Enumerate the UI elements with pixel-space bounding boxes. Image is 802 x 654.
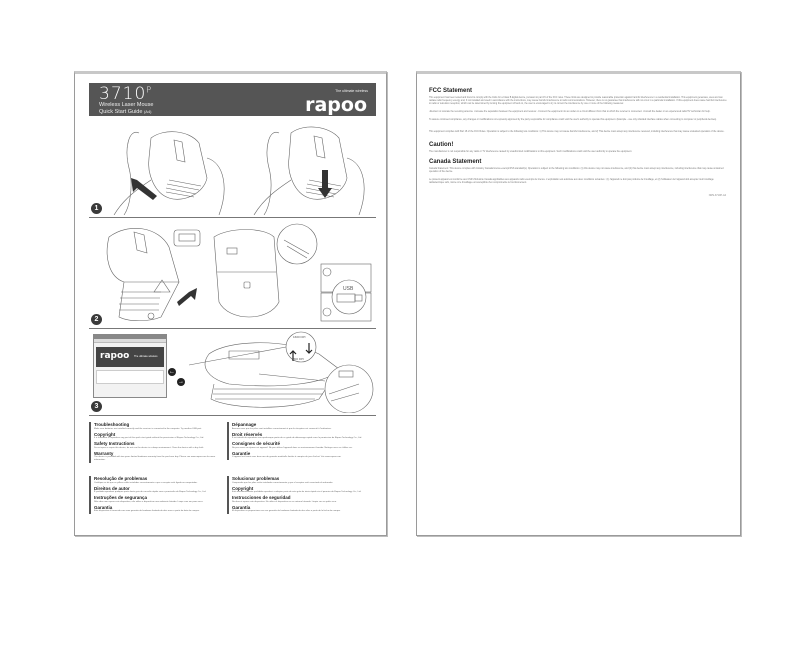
canada-paragraph: Canada Statement: This device complies with Industry Canada licence-exempt RSS standard(s). Operation is subject to the following two conditions: (1) this device may not cause interference, and (2) this device must accept any interference, including interference that may cause undesired operation of the device. xyxy=(429,168,724,174)
guide-label: Quick Start Guide xyxy=(99,108,143,115)
battery-and-usb-receiver-illustration xyxy=(99,222,374,324)
section-heading: Solucionar problemas xyxy=(232,476,280,481)
fcc-paragraph: -Reorient or relocate the receiving antenna. -Increase the separation between the equipment and receiver. -Connect the equipment into an outlet on a circuit different from that to which the receiver is connected. -Consult the dealer or an experienced radio/TV technician for help. xyxy=(429,111,711,113)
section-heading: Instruções de segurança xyxy=(94,495,148,500)
arrow-left-icon: ← xyxy=(169,369,175,375)
brand-tagline: The ultimate wireless xyxy=(335,89,368,93)
section-heading: Dépannage xyxy=(232,422,257,427)
info-column-right xyxy=(227,422,365,460)
section-body: Ne pas ouvrir ou réparer cet appareil. Ne pas utiliser l'appareil dans un environnement humide. Nettoyer avec un chiffon sec. xyxy=(232,446,353,449)
section-heading: Copyright xyxy=(94,431,116,437)
document-code: NRS-3710P-A4 xyxy=(708,194,726,197)
caution-paragraph: The manufacturer is not responsible for any radio or TV interference caused by unauthorized modifications to this equipment. Such modifications could void the user authority to operate the equipment. xyxy=(429,151,632,153)
fcc-paragraph: This equipment complies with Part 15 of the FCC Rules. Operation is subject to the following two conditions: 1) This device may not cause harmful interference, and 2) This device must accept any interference received, including interference that may cause undesired operation of the device. xyxy=(429,131,725,133)
section-heading: Resolução de problemas xyxy=(94,476,148,481)
window-toolbar xyxy=(94,339,166,343)
software-brand: rapoo xyxy=(100,351,130,361)
section-heading: Garantia xyxy=(94,504,113,510)
info-column-left-portuguese xyxy=(89,476,227,514)
guide-line xyxy=(99,109,153,116)
info-column-left xyxy=(89,422,227,463)
product-subtitle xyxy=(99,102,153,115)
fcc-heading: FCC Statement xyxy=(429,88,473,94)
section-body: L'appareil est fourni avec deux ans de garantie matérielle limitée à compter du jour d'achat. Voir www.rapoo.com. xyxy=(232,456,342,458)
section-body: Não abra nem repare este dispositivo, não utilize o dispositivo num ambiente húmido. Limpe com um pano seco. xyxy=(94,500,204,503)
model-number-text: 3710 xyxy=(99,84,147,104)
usb-label: USB xyxy=(343,286,354,292)
fcc-paragraph: To assure continued compliance, any changes or modifications not expressly approved by the party responsible for compliance could void the user's authority to operate this equipment. (Example - use only shielded interface cables when connecting to computer or peripheral devices). xyxy=(429,119,717,121)
hand-opening-battery-cover-illustration xyxy=(109,118,369,215)
canada-heading: Canada Statement xyxy=(429,159,482,165)
model-number xyxy=(99,84,152,104)
step-3-section xyxy=(89,329,376,416)
section-heading: Warranty xyxy=(94,450,114,456)
step-1-section xyxy=(89,118,376,218)
section-heading: Copyright xyxy=(232,485,254,491)
dpi-high-label: 1600 DPI xyxy=(293,335,306,339)
section-body: Assurez-vous que les piles sont installées correctement et que le récepteur est connecté à l'ordinateur. xyxy=(232,427,332,430)
section-body: Do not open or repair this device, do not use the device in a damp environment. Clean the device with a dry cloth. xyxy=(94,446,204,449)
arrow-icon xyxy=(177,288,197,306)
model-suffix: P xyxy=(146,85,153,95)
software-banner xyxy=(96,347,164,367)
step-number-badge: 1 xyxy=(91,203,102,214)
section-body: No abra ni repare este dispositivo. No utilice el dispositivo en un entorno húmedo. Limpie con un paño seco. xyxy=(232,500,337,503)
section-body: Il est interdit de reproduire une quelconque partie de ce guide de démarrage rapide sans la permission de Rapoo Technology Co., Ltd. xyxy=(232,437,362,439)
section-body: Este dispositivo é fornecido com uma garantia de hardware limitada de dois anos a partir da data de compra. xyxy=(94,510,200,512)
software-window-screenshot xyxy=(93,334,167,398)
header-banner xyxy=(89,83,376,116)
section-body: É proibido reproduzir qualquer parte deste guia de consulta rápida sem a permissão da Rapoo Technology Co., Ltd. xyxy=(94,491,207,493)
section-heading: Safety Instructions xyxy=(94,441,135,446)
section-heading: Consignes de sécurité xyxy=(232,441,281,446)
paper-size: (A4) xyxy=(143,108,152,114)
product-name: Wireless Laser Mouse xyxy=(99,102,154,108)
software-buttons xyxy=(96,370,164,384)
dpi-switch-illustration xyxy=(189,329,379,413)
section-body: It is forbidden to reproduce any part of this quick start guide without the permission of Rapoo Technology Co., Ltd. xyxy=(94,437,204,439)
step-number-badge: 3 xyxy=(91,401,102,412)
arrow-right-icon: → xyxy=(178,379,184,385)
quick-start-guide-page xyxy=(74,71,387,536)
section-body: The device is provided with two years limited hardware warranty from the purchase day. Please see www.rapoo.com for more information. xyxy=(94,456,216,461)
regulatory-statement-page xyxy=(416,71,741,536)
section-heading: Troubleshooting xyxy=(94,422,130,427)
section-heading: Instrucciones de seguridad xyxy=(232,495,291,500)
section-body: El dispositivo se proporciona con una garantía de hardware limitada de dos años a partir de la fecha de compra. xyxy=(232,510,341,512)
canada-paragraph: Le présent appareil est conforme aux CNR d'Industrie Canada applicables aux appareils radio exempts de licence. L'exploitation est autorisée aux deux conditions suivantes : (1) l'appareil ne doit pas produire de brouillage, et (2) l'utilisateur de l'appareil doit accepter tout brouillage radioélectrique subi, même si le brouillage est susceptible d'en compromettre le fonctionnement. xyxy=(429,179,714,185)
step-number-badge: 2 xyxy=(91,314,102,325)
section-heading: Direitos de autor xyxy=(94,485,130,491)
section-heading: Droit réservés xyxy=(232,431,263,437)
arrow-icon xyxy=(131,178,157,200)
brand-logo: rapoo xyxy=(305,94,367,116)
section-body: Certifique-se de que as pilhas estão instaladas correctamente e que o receptor está ligado ao computador. xyxy=(94,481,198,484)
software-tagline: The ultimate wireless xyxy=(134,355,158,358)
section-heading: Garantie xyxy=(232,450,251,456)
fcc-paragraph: This equipment has been tested and found to comply with the limits for a Class B digital device, pursuant to part 15 of the FCC rules. These limits are designed to provide reasonable protection against harmful interference in a residential installation. This equipment generates, uses and can radiate radio frequency energy and, if not installed and used in accordance with the instructions, may cause harmful interference to radio communications. However, there is no guarantee that interference will not occur in a particular installation. If this equipment does cause harmful interference to radio or television reception, which can be determined by turning the equipment off and on, the user is encouraged to try to correct the interference by one or more of the following measures: xyxy=(429,97,727,106)
caution-heading: Caution! xyxy=(429,142,454,148)
dpi-low-label: 800 DPI xyxy=(293,357,304,361)
section-body: Está terminantemente prohibido reproducir cualquier parte de esta guía de inicio rápido sin el permiso de Rapoo Technology Co., Ltd. xyxy=(232,491,362,493)
step-2-section xyxy=(89,218,376,329)
section-body: Compruebe que las pilas estén instaladas correctamente y que el receptor esté conectado al ordenador. xyxy=(232,481,333,484)
info-column-right-spanish xyxy=(227,476,365,514)
section-heading: Garantía xyxy=(232,504,251,510)
section-body: Make sure batteries are installed correctly and the receiver is connected to the computer. Try another USB port. xyxy=(94,427,202,430)
